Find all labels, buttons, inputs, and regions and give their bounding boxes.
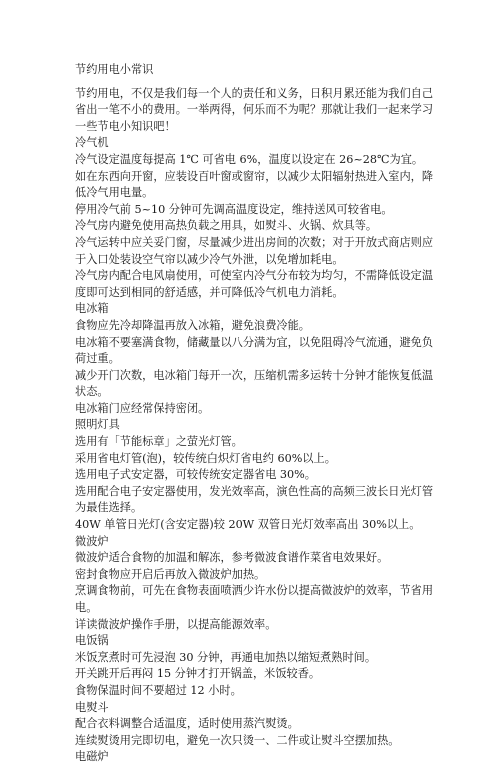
section-heading: 电冰箱 [75,302,109,316]
section-heading: 电饭锅 [75,634,109,648]
section-induction-cooker [75,749,437,766]
tip-line: 冷气房内避免使用高热负载之用具，如熨斗、火锅、炊具等。 [75,219,378,233]
tip-line: 采用省电灯管(泡)，较传统白炽灯省电约 60%以上。 [75,451,336,465]
tip-line: 减少开门次数，电冰箱门每开一次，压缩机需多运转十分钟才能恢复低温状态。 [75,368,434,399]
section-heading: 微波炉 [75,534,109,548]
tip-line: 冷气房内配合电风扇使用，可使室内冷气分布较为均匀，不需降低设定温度即可达到相同的舒适感，并可降低冷气机电力消耗。 [75,269,434,299]
section-rice-cooker [75,633,437,699]
section-heading: 冷气机 [75,136,109,150]
tip-line: 电冰箱门应经常保持密闭。 [75,401,210,415]
document-page [75,62,437,766]
tip-line: 选用有「节能标章」之萤光灯管。 [75,435,243,449]
tip-line: 停用冷气前 5~10 分钟可先调高温度设定，维持送风可较省电。 [75,202,393,216]
tip-line: 烹调食物前，可先在食物表面喷洒少许水份以提高微波炉的效率，节省用电。 [75,584,434,614]
tip-line: 如在东西向开窗，应装设百叶窗或窗帘，以减少太阳辐射热进入室内，降低冷气用电量。 [75,169,434,200]
section-lighting [75,417,437,533]
tip-line: 密封食物应开启后再放入微波炉加热。 [75,567,266,581]
tip-line: 冷气运转中应关妥门窗，尽量减少进出房间的次数；对于开放式商店则应于入口处装设空气帘以减少冷气外泄，以免增加耗电。 [75,235,434,266]
section-microwave [75,534,437,634]
tip-line: 连续熨烫用完即切电，避免一次只烫一、二件或让熨斗空摆加热。 [75,733,400,747]
tip-line: 开关跳开后再闷 15 分钟才打开锅盖，米饭较香。 [75,667,321,681]
tip-line: 选用配合电子安定器使用，发光效率高，演色性高的高频三波长日光灯管为最佳选择。 [75,484,434,515]
section-air-conditioner [75,135,437,301]
tip-line: 微波炉适合食物的加温和解冻，参考微波食谱作菜省电效果好。 [75,551,389,565]
tip-line: 食物保温时间不要超过 12 小时。 [75,683,242,697]
tip-line: 配合衣料调整合适温度，适时使用蒸汽熨烫。 [75,717,299,731]
intro-paragraph: 节约用电，不仅是我们每一个人的责任和义务，日积月累还能为我们自己省出一笔不小的费用。一举两得，何乐而不为呢？那就让我们一起来学习一些节电小知识吧！ [75,86,434,133]
section-iron [75,700,437,750]
tip-line: 电冰箱不要塞满食物，储藏量以八分满为宜，以免阻碍冷气流通，避免负荷过重。 [75,335,434,366]
tip-line: 食物应先冷却降温再放入冰箱，避免浪费冷能。 [75,318,310,332]
section-heading: 照明灯具 [75,418,120,432]
section-heading: 电磁炉 [75,750,109,764]
tip-line: 详读微波炉操作手册，以提高能源效率。 [75,617,277,631]
tip-line: 选用电子式安定器，可较传统安定器省电 30%。 [75,468,316,482]
tip-line: 米饭烹煮时可先浸泡 30 分钟，再通电加热以缩短煮熟时间。 [75,650,377,664]
section-refrigerator [75,301,437,417]
tip-line: 冷气设定温度每提高 1℃ 可省电 6%，温度以设定在 26~28℃为宜。 [75,152,424,166]
document-title: 节约用电小常识 [75,63,154,76]
section-heading: 电熨斗 [75,700,109,714]
tip-line: 40W 单管日光灯(含安定器)较 20W 双管日光灯效率高出 30%以上。 [75,518,421,532]
